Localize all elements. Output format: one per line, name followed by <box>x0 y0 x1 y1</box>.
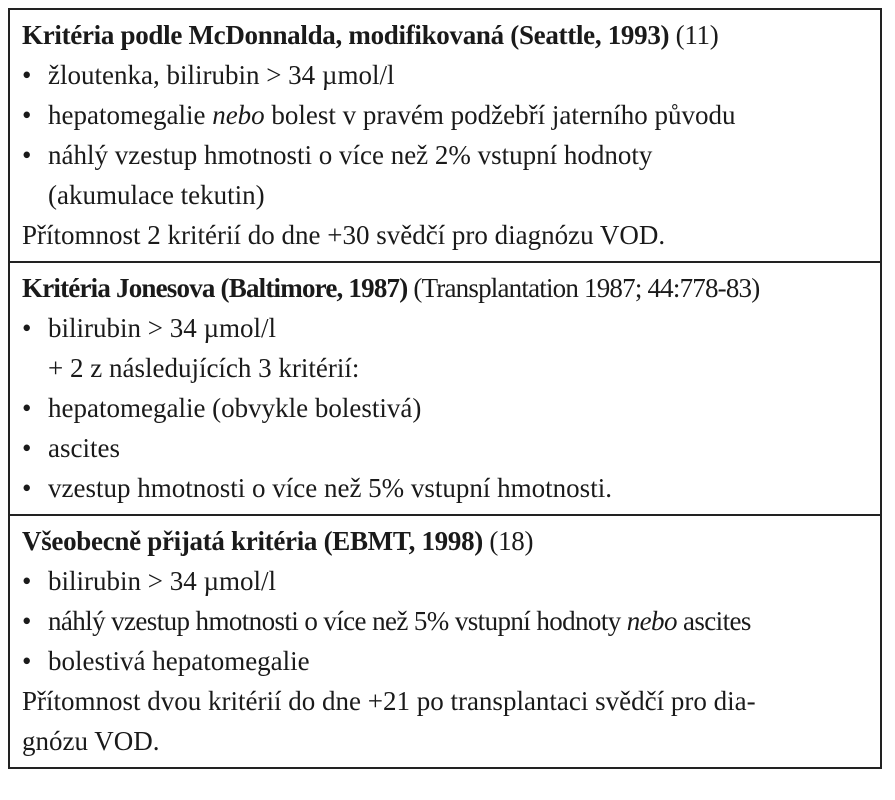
section-reference: (18) <box>482 526 534 556</box>
list-item <box>22 428 870 468</box>
list-item-text: ascites <box>48 433 120 463</box>
list-item <box>22 55 870 95</box>
list-subheading: + 2 z následujících 3 kritérií: <box>48 353 360 383</box>
list-item-text: bolestivá hepatomegalie <box>48 646 310 676</box>
section-title: Všeobecně přijatá kritéria (EBMT, 1998) <box>22 526 483 556</box>
bullet-glyph: • <box>22 313 32 343</box>
list-item-text <box>48 601 751 641</box>
list-item <box>22 561 870 601</box>
section-heading <box>22 15 870 55</box>
bullet-glyph: • <box>22 473 32 503</box>
text-run: ascites <box>676 606 751 636</box>
section-title: Kritéria Jonesova (Baltimore, 1987) <box>22 273 408 303</box>
bullet-glyph: • <box>22 393 32 423</box>
text-run: náhlý vzestup hmotnosti o více než 5% vstupní hodnoty <box>48 606 627 636</box>
list-item <box>22 641 870 681</box>
list-item <box>22 308 870 348</box>
italic-text: nebo <box>626 606 677 636</box>
section-jones <box>10 263 880 516</box>
bullet-glyph: • <box>22 566 32 596</box>
list-item-text: bilirubin > 34 µmol/l <box>48 313 277 343</box>
section-conclusion-continuation: gnózu VOD. <box>22 726 160 756</box>
list-item-text: náhlý vzestup hmotnosti o více než 2% vstupní hodnoty <box>48 140 653 170</box>
text-run: bolest v pravém podžebří jaterního původu <box>264 100 736 130</box>
section-conclusion: Přítomnost dvou kritérií do dne +21 po transplantaci svědčí pro dia- <box>22 686 756 716</box>
list-item-text: hepatomegalie (obvykle bolestivá) <box>48 393 422 423</box>
bullet-glyph: • <box>22 100 32 130</box>
list-item <box>22 601 870 641</box>
section-heading <box>22 521 870 561</box>
criteria-table <box>8 8 882 769</box>
section-reference: (11) <box>669 20 719 50</box>
list-item <box>22 388 870 428</box>
section-reference: (Transplantation 1987; 44:778-83) <box>407 273 760 303</box>
bullet-glyph: • <box>22 646 32 676</box>
list-item <box>22 95 870 135</box>
list-item-continuation: (akumulace tekutin) <box>48 180 265 210</box>
list-item-text <box>48 95 736 135</box>
bullet-glyph: • <box>22 606 31 636</box>
section-ebmt <box>10 516 880 767</box>
text-run: hepatomegalie <box>48 100 213 130</box>
list-item-text: bilirubin > 34 µmol/l <box>48 566 277 596</box>
bullet-glyph: • <box>22 60 32 90</box>
bullet-glyph: • <box>22 140 32 170</box>
list-item <box>22 468 870 508</box>
section-title: Kritéria podle McDonnalda, modifikovaná (Seattle, 1993) <box>22 20 670 50</box>
section-conclusion: Přítomnost 2 kritérií do dne +30 svědčí pro diagnózu VOD. <box>22 220 666 250</box>
section-heading <box>22 268 870 308</box>
list-item <box>22 135 870 175</box>
list-item-text: vzestup hmotnosti o více než 5% vstupní hmotnosti. <box>48 473 612 503</box>
list-item-text: žloutenka, bilirubin > 34 µmol/l <box>48 60 395 90</box>
section-mcdonald <box>10 10 880 263</box>
bullet-glyph: • <box>22 433 32 463</box>
italic-text: nebo <box>212 100 265 130</box>
